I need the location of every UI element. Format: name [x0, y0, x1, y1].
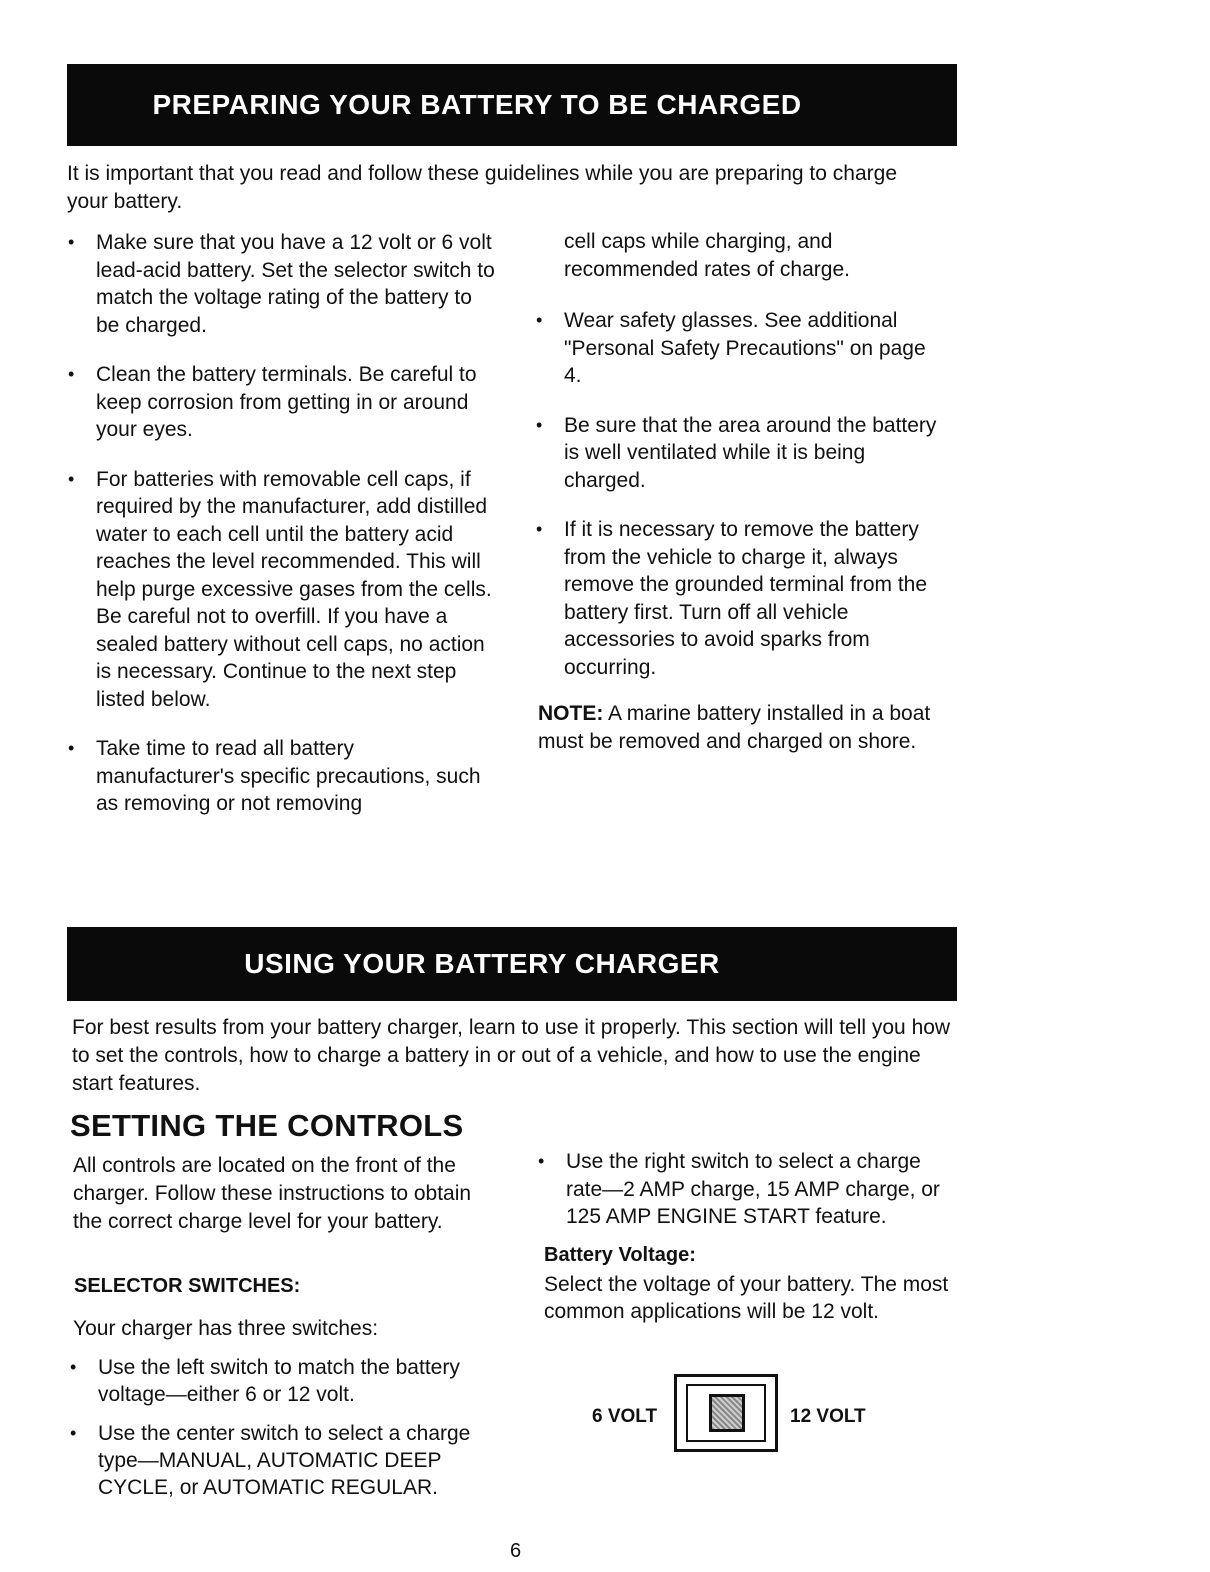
switches-intro: Your charger has three switches: — [73, 1317, 379, 1340]
section-title: USING YOUR BATTERY CHARGER — [244, 948, 720, 979]
list-item: • Wear safety glasses. See additional "Personal Safety Precautions" on page 4. — [534, 307, 944, 390]
switch-label-12-volt: 12 VOLT — [790, 1406, 866, 1427]
battery-voltage-text: Select the voltage of your battery. The most common applications will be 12 volt. — [544, 1273, 949, 1323]
list-item: • Take time to read all battery manufacturer's specific precautions, such as removing or not removing — [66, 735, 496, 818]
list-item: • Use the left switch to match the battery voltage—either 6 or 12 volt. — [68, 1354, 498, 1408]
list-item: • Use the center switch to select a charge type—MANUAL, AUTOMATIC DEEP CYCLE, or AUTOMATIC REGULAR. — [68, 1420, 498, 1501]
selector-switches-heading: SELECTOR SWITCHES: — [74, 1275, 301, 1297]
left-switch-bullets — [68, 1354, 498, 1501]
list-item: • Use the right switch to select a charge rate—2 AMP charge, 15 AMP charge, or 125 AMP ENGINE START feature. — [536, 1148, 956, 1231]
list-item: • Make sure that you have a 12 volt or 6 volt lead-acid battery. Set the selector switch to match the voltage rating of the battery to be charged. — [66, 229, 496, 339]
battery-voltage-heading: Battery Voltage: — [544, 1244, 696, 1266]
switch-label-6-volt: 6 VOLT — [592, 1406, 658, 1427]
left-bullet-list — [66, 229, 496, 818]
list-item: • Be sure that the area around the battery is well ventilated while it is being charged. — [534, 412, 944, 495]
controls-intro: All controls are located on the front of the charger. Follow these instructions to obtain the correct charge level for your battery. — [73, 1154, 472, 1233]
note-text: A marine battery installed in a boat must be removed and charged on shore. — [538, 702, 931, 753]
continued-text: cell caps while charging, and recommended rates of charge. — [564, 230, 850, 281]
list-item: • If it is necessary to remove the battery from the vehicle to charge it, always remove the grounded terminal from the battery first. Turn off all vehicle accessories to avoid sparks from occurring. — [534, 516, 944, 681]
list-item: • Clean the battery terminals. Be careful to keep corrosion from getting in or around your eyes. — [66, 361, 496, 444]
page-number: 6 — [510, 1540, 522, 1562]
switch-knob — [709, 1394, 745, 1432]
voltage-switch-icon — [674, 1374, 778, 1452]
setting-controls-heading: SETTING THE CONTROLS — [70, 1108, 464, 1143]
right-switch-bullets — [536, 1148, 956, 1231]
section-banner-using — [67, 927, 957, 1001]
section-title: PREPARING YOUR BATTERY TO BE CHARGED — [152, 89, 802, 120]
section-banner-preparing — [67, 64, 957, 146]
switch-frame — [686, 1384, 766, 1442]
list-item: • For batteries with removable cell caps, if required by the manufacturer, add distilled water to each cell until the battery acid reaches the level recommended. This will help purge excessive gases from the cells. Be careful not to overfill. If you have a sealed battery without cell caps, no action is necessary. Continue to the next step listed below. — [66, 466, 496, 714]
right-bullet-list — [534, 307, 944, 681]
voltage-switch-diagram — [590, 1372, 880, 1456]
note-paragraph — [538, 700, 938, 756]
note-label: NOTE: — [538, 702, 604, 725]
intro-paragraph: It is important that you read and follow these guidelines while you are preparing to charge your battery. — [67, 162, 897, 213]
intro-paragraph: For best results from your battery charger, learn to use it properly. This section will tell you how to set the controls, how to charge a battery in or out of a vehicle, and how to use the engine start features. — [72, 1016, 951, 1095]
